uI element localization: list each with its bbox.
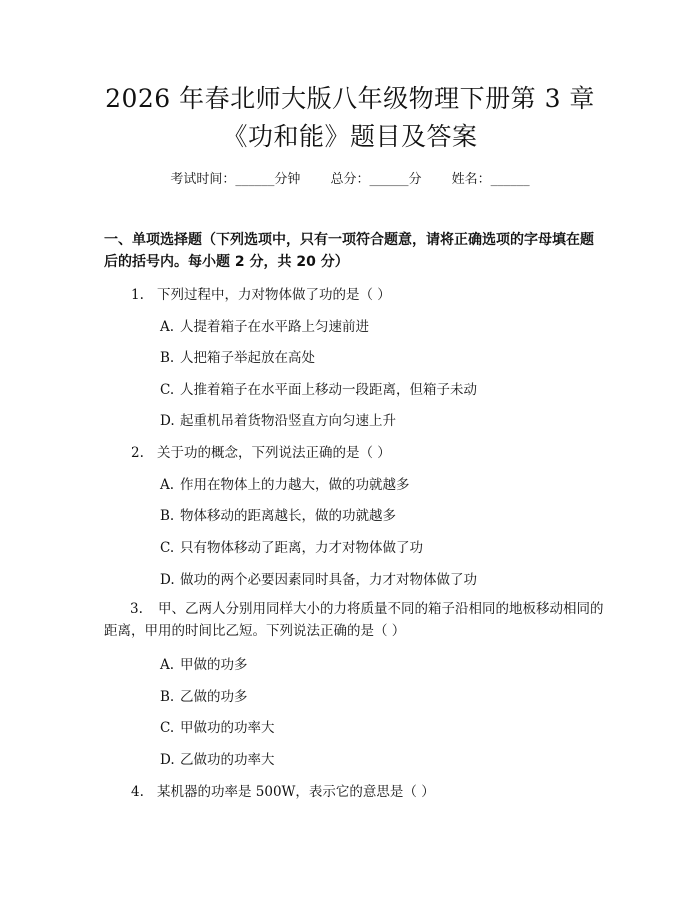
question-2 xyxy=(131,441,391,461)
question-3-option-c xyxy=(160,716,275,736)
option-text: 物体移动的距离越长，做的功就越多 xyxy=(180,508,396,524)
question-1-option-b xyxy=(160,346,315,366)
option-label: D. xyxy=(160,752,175,768)
option-label: C. xyxy=(160,382,175,398)
question-number: 1. xyxy=(131,287,144,303)
option-text: 人提着箱子在水平路上匀速前进 xyxy=(180,319,369,335)
exam-score-field: 总分：______分 xyxy=(330,172,422,187)
question-text: 关于功的概念，下列说法正确的是（ ） xyxy=(157,445,391,461)
option-label: C. xyxy=(160,540,175,556)
question-text: 下列过程中，力对物体做了功的是（ ） xyxy=(157,287,391,303)
question-4 xyxy=(131,780,435,800)
question-text: 某机器的功率是 500W，表示它的意思是（ ） xyxy=(157,784,435,800)
question-3-option-d xyxy=(160,748,275,768)
document-title-line-1: 2026 年春北师大版八年级物理下册第 3 章 xyxy=(105,84,595,113)
option-label: B. xyxy=(160,350,175,366)
question-text: 甲、乙两人分别用同样大小的力将质量不同的箱子沿相同的地板移动相同的距离，甲用的时间比乙短。下列说法正确的是（ ） xyxy=(104,601,604,639)
option-text: 只有物体移动了距离，力才对物体做了功 xyxy=(180,540,423,556)
option-text: 人推着箱子在水平面上移动一段距离，但箱子未动 xyxy=(180,382,477,398)
option-label: C. xyxy=(160,720,175,736)
question-3 xyxy=(104,598,612,642)
option-text: 乙做功的功率大 xyxy=(180,752,275,768)
question-3-option-a xyxy=(160,653,248,673)
option-label: A. xyxy=(160,477,175,493)
document-title-line-2: 《功和能》题目及答案 xyxy=(222,122,478,151)
option-text: 甲做功的功率大 xyxy=(180,720,275,736)
option-text: 作用在物体上的力越大，做的功就越多 xyxy=(180,477,410,493)
option-text: 做功的两个必要因素同时具备，力才对物体做了功 xyxy=(180,572,477,588)
section-heading-single-choice: 一、单项选择题（下列选项中，只有一项符合题意，请将正确选项的字母填在题后的括号内。每小题 2 分，共 20 分） xyxy=(104,232,594,270)
option-text: 甲做的功多 xyxy=(180,657,248,673)
question-2-option-a xyxy=(160,473,410,493)
question-2-option-c xyxy=(160,536,423,556)
question-1-option-d xyxy=(160,409,396,429)
option-label: D. xyxy=(160,572,175,588)
option-text: 乙做的功多 xyxy=(180,689,248,705)
question-1 xyxy=(131,283,391,303)
question-2-option-d xyxy=(160,568,477,588)
question-number: 2. xyxy=(131,445,144,461)
option-label: A. xyxy=(160,657,175,673)
option-label: A. xyxy=(160,319,175,335)
student-name-field: 姓名：______ xyxy=(451,172,530,187)
option-label: D. xyxy=(160,413,175,429)
question-1-option-a xyxy=(160,315,369,335)
option-text: 起重机吊着货物沿竖直方向匀速上升 xyxy=(180,413,396,429)
exam-meta-line xyxy=(0,168,700,187)
question-3-option-b xyxy=(160,685,248,705)
option-label: B. xyxy=(160,508,175,524)
exam-time-field: 考试时间：______分钟 xyxy=(170,172,301,187)
question-1-option-c xyxy=(160,378,477,398)
option-label: B. xyxy=(160,689,175,705)
question-number: 4. xyxy=(131,784,144,800)
question-2-option-b xyxy=(160,504,396,524)
question-number: 3. xyxy=(130,601,143,617)
option-text: 人把箱子举起放在高处 xyxy=(180,350,315,366)
